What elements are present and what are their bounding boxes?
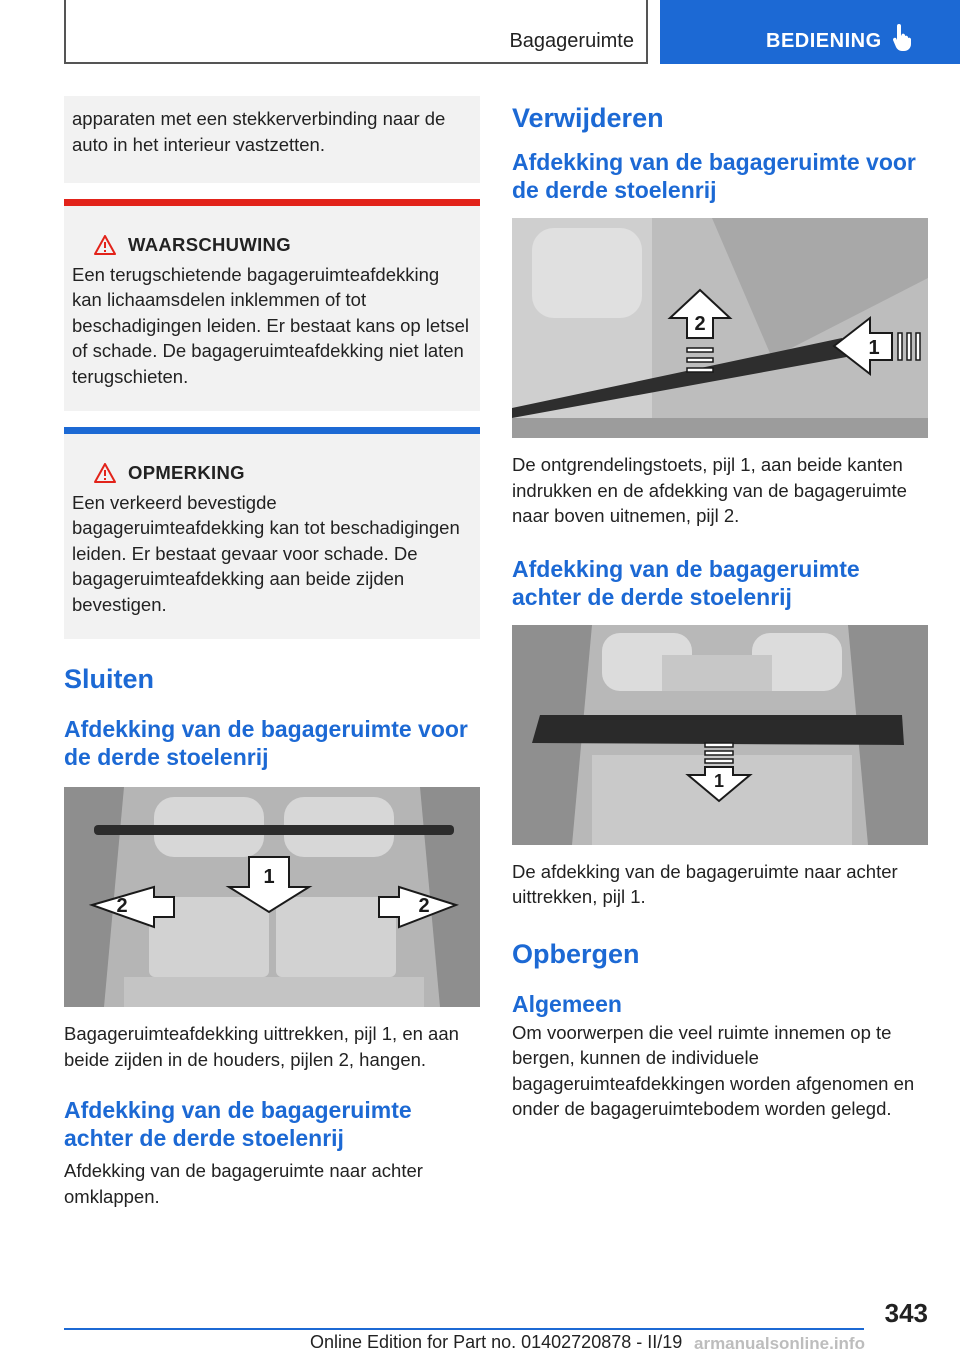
notice-box [64, 427, 480, 639]
warning-box [64, 199, 480, 411]
footer-edition: Online Edition for Part no. 01402720878 - II/19 [310, 1332, 683, 1352]
header-section-title: Bagageruimte [509, 30, 634, 52]
left-column [64, 96, 480, 1209]
arrow-label-2-right: 2 [418, 895, 430, 917]
arrow-label-2-left: 2 [116, 895, 128, 917]
arrow-label-1: 1 [868, 337, 880, 359]
paragraph-close-rear: Afdekking van de bagageruimte naar achter omklappen. [64, 1160, 423, 1207]
subheading-close-rear: Afdekking van de bagageruimte achter de derde stoelenrij [64, 1097, 412, 1151]
paragraph-remove-front: De ontgrendelingstoets, pijl 1, aan beide kanten indrukken en de afdekking van de bagageruimte naar boven uitnemen, pijl 2. [512, 454, 907, 526]
heading-remove: Verwijderen [512, 103, 664, 133]
right-column [512, 96, 928, 1122]
paragraph-general: Om voorwerpen die veel ruimte innemen op te bergen, kunnen de individuele bagageruimteafdekkingen worden afgenomen en onder de bagageruimtebodem worden gelegd. [512, 1021, 915, 1119]
figure-cover-install [64, 787, 480, 1007]
subheading-remove-rear: Afdekking van de bagageruimte achter de derde stoelenrij [512, 555, 860, 610]
heading-close: Sluiten [64, 664, 155, 694]
arrow-label-1: 1 [713, 770, 725, 791]
subheading-close-front: Afdekking van de bagageruimte voor de derde stoelenrij [64, 716, 468, 770]
arrow-label-2: 2 [694, 313, 706, 335]
arrow-label-1: 1 [263, 866, 275, 888]
intro-note-box [64, 96, 480, 183]
warning-triangle-icon [94, 235, 116, 255]
notice-heading [72, 460, 472, 486]
notice-title: OPMERKING [128, 462, 245, 483]
header-chapter-tab [660, 0, 960, 64]
hand-pointer-icon [892, 24, 914, 57]
header-chapter-label: BEDIENING [766, 30, 882, 52]
figure-cover-remove [512, 218, 928, 438]
warning-heading [72, 232, 472, 258]
paragraph-close-front: Bagageruimteafdekking uittrekken, pijl 1, en aan beide zijden in de houders, pijlen 2, hangen. [64, 1023, 459, 1070]
figure-cover-pull [512, 625, 928, 845]
subheading-general: Algemeen [512, 990, 622, 1017]
warning-title: WAARSCHUWING [128, 234, 291, 255]
intro-note-text: apparaten met een stekkerverbinding naar de auto in het interieur vastzetten. [72, 108, 446, 155]
page-number: 343 [884, 1298, 928, 1328]
header-section-box [64, 0, 648, 64]
footer-divider [64, 1328, 864, 1330]
warning-text: Een terugschietende bagageruimteafdekking kan lichaamsdelen inklemmen of tot beschadigingen leiden. Er bestaat kans op letsel of schade. De bagageruimteafdekking niet laten terugschieten. [72, 263, 469, 387]
watermark: armanualsonline.info [694, 1334, 865, 1353]
subheading-remove-front: Afdekking van de bagageruimte voor de derde stoelenrij [512, 149, 916, 203]
heading-store: Opbergen [512, 938, 640, 969]
notice-text: Een verkeerd bevestigde bagageruimteafdekking kan tot beschadigingen leiden. Er bestaat gevaar voor schade. De bagageruimteafdekking aan beide zijden bevestigen. [72, 491, 460, 615]
warning-triangle-icon [94, 463, 116, 483]
paragraph-remove-rear: De afdekking van de bagageruimte naar achter uittrekken, pijl 1. [512, 860, 898, 907]
